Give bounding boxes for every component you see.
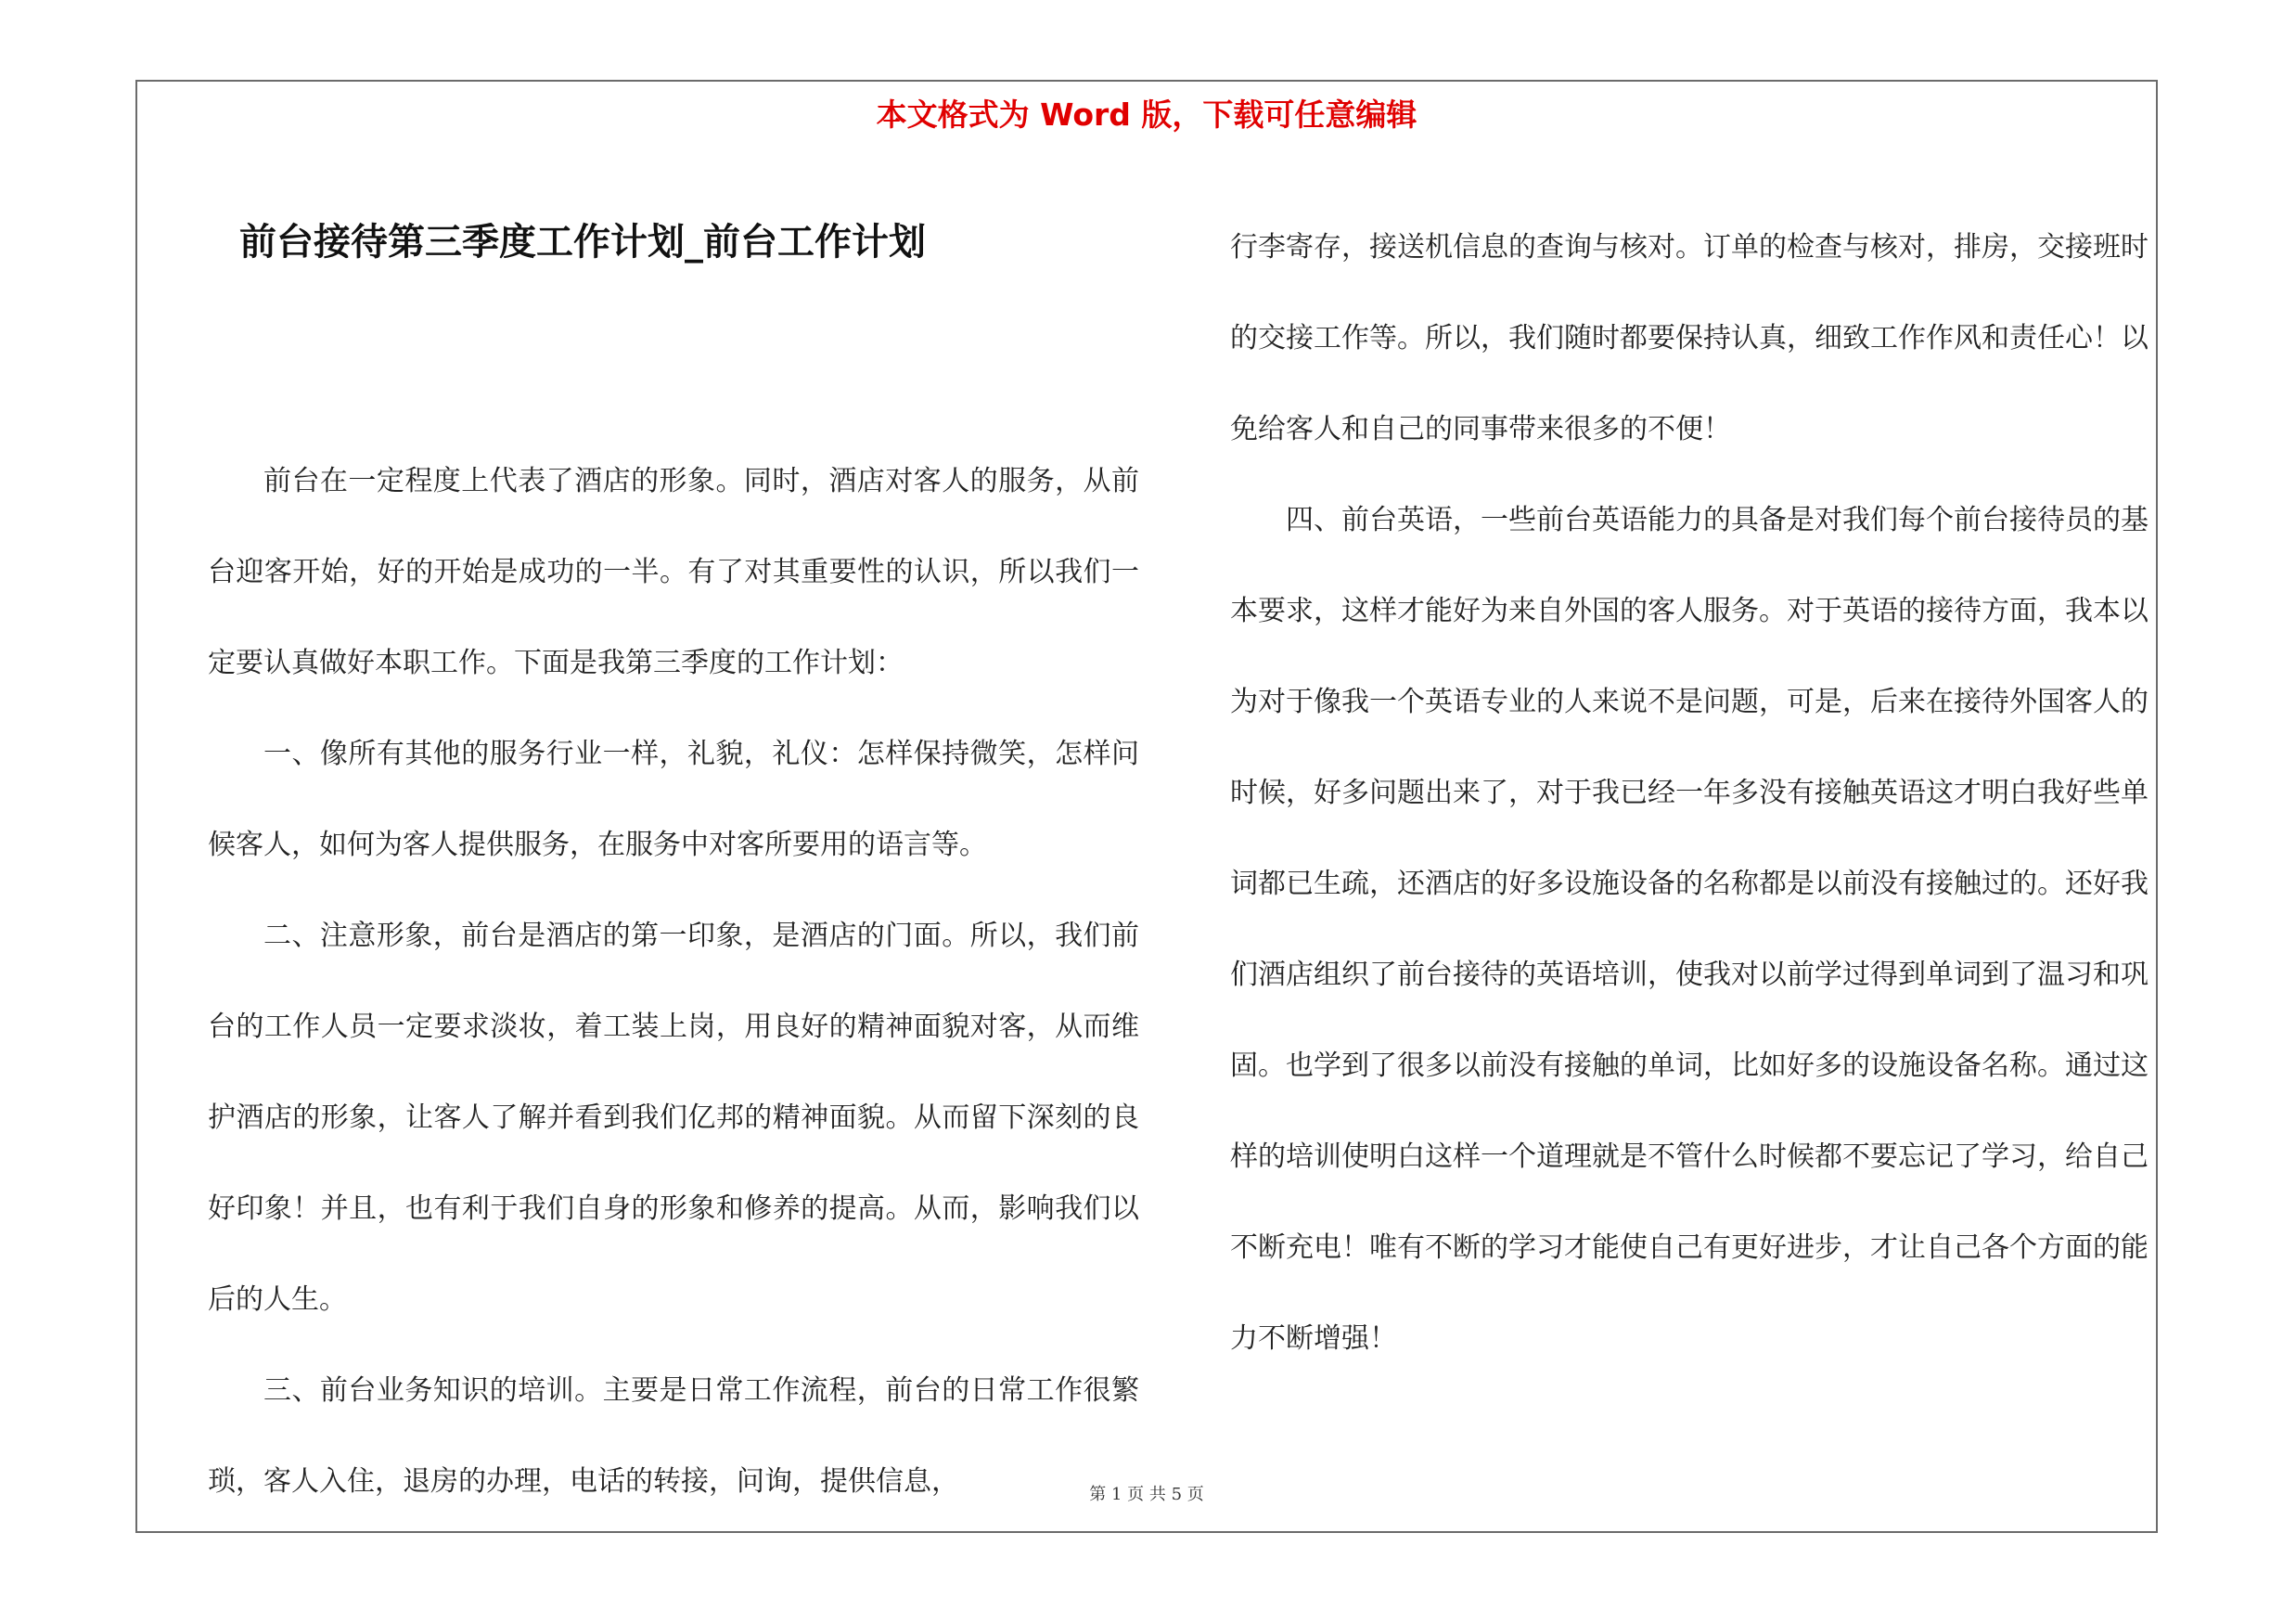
paragraph-item-3-continued: 行李寄存，接送机信息的查询与核对。订单的检查与核对，排房，交接班时的交接工作等。所以，我们随时都要保持认真，细致工作作风和责任心！以免给客人和自己的同事带来很多的不便！ bbox=[1230, 231, 2148, 445]
paragraph-item-2: 二、注意形象，前台是酒店的第一印象，是酒店的门面。所以，我们前台的工作人员一定要求淡妆，着工装上岗，用良好的精神面貌对客，从而维护酒店的形象，让客人了解并看到我们亿邦的精神面貌。从而留下深刻的良好印象！并且，也有利于我们自身的形象和修养的提高。从而，影响我们以后的人生。 bbox=[208, 920, 1139, 1316]
paragraph-item-3: 三、前台业务知识的培训。主要是日常工作流程，前台的日常工作很繁琐，客人入住，退房的办理，电话的转接，问询，提供信息， bbox=[208, 1374, 1139, 1498]
left-column bbox=[208, 436, 1139, 1527]
paragraph-item-1: 一、像所有其他的服务行业一样，礼貌，礼仪：怎样保持微笑，怎样问候客人，如何为客人提供服务，在服务中对客所要用的语言等。 bbox=[208, 738, 1139, 861]
format-banner: 本文格式为 Word 版，下载可任意编辑 bbox=[876, 97, 1417, 133]
page-number: 第 1 页 共 5 页 bbox=[1089, 1485, 1204, 1504]
paragraph-item-4: 四、前台英语，一些前台英语能力的具备是对我们每个前台接待员的基本要求，这样才能好为来自外国的客人服务。对于英语的接待方面，我本以为对于像我一个英语专业的人来说不是问题，可是，后来在接待外国客人的时候，好多问题出来了，对于我已经一年多没有接触英语这才明白我好些单词都已生疏，还酒店的好多设施设备的名称都是以前没有接触过的。还好我们酒店组织了前台接待的英语培训，使我对以前学过得到单词到了温习和巩固。也学到了很多以前没有接触的单词，比如好多的设施设备名称。通过这样的培训使明白这样一个道理就是不管什么时候都不要忘记了学习，给自己不断充电！唯有不断的学习才能使自己有更好进步，才让自己各个方面的能力不断增强！ bbox=[1230, 504, 2148, 1355]
right-column bbox=[1230, 202, 2148, 1385]
document-title: 前台接待第三季度工作计划_前台工作计划 bbox=[239, 221, 926, 264]
page-frame bbox=[135, 80, 2158, 1533]
paragraph-intro: 前台在一定程度上代表了酒店的形象。同时，酒店对客人的服务，从前台迎客开始，好的开始是成功的一半。有了对其重要性的认识，所以我们一定要认真做好本职工作。下面是我第三季度的工作计划： bbox=[208, 465, 1139, 679]
